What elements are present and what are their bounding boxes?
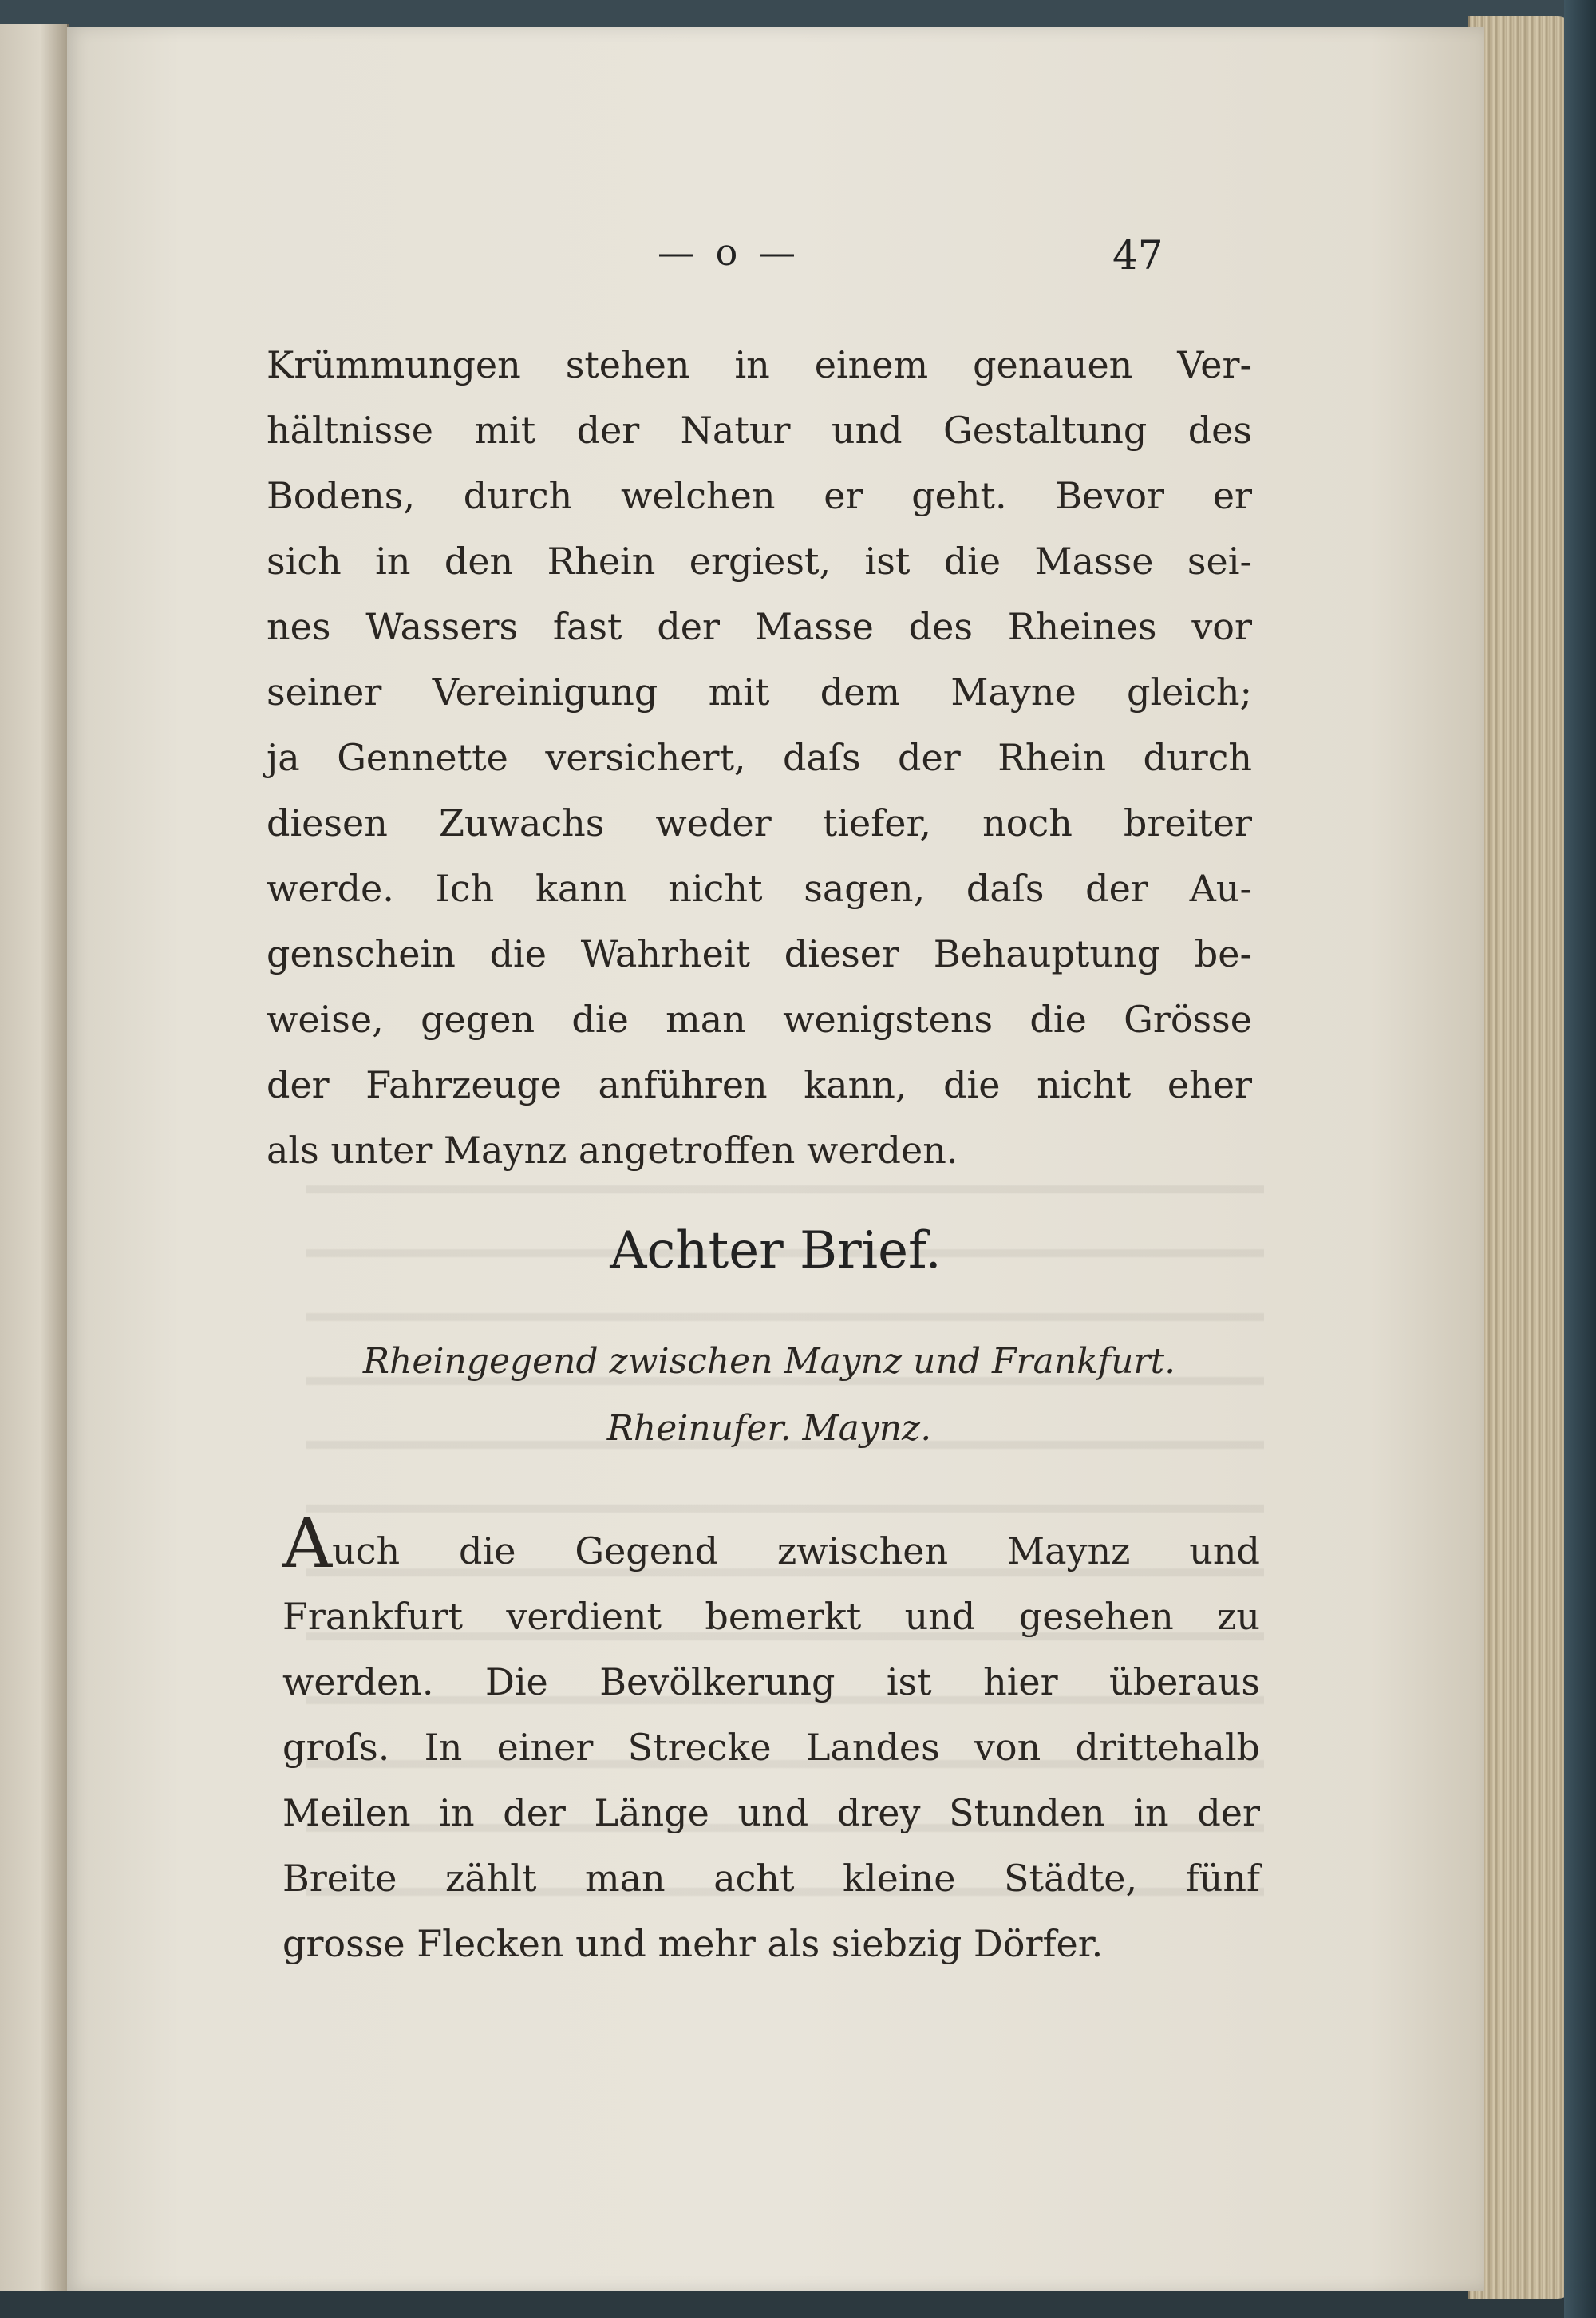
paragraph-1 bbox=[267, 332, 1252, 1183]
book-cover-edge bbox=[1564, 0, 1596, 2318]
running-header bbox=[594, 231, 1232, 295]
text-line: Breite zählt man acht kleine Städte, fünf bbox=[282, 1857, 1260, 1900]
book-page bbox=[67, 27, 1484, 2291]
text-line: seiner Vereinigung mit dem Mayne gleich; bbox=[267, 670, 1252, 714]
text-line: sich in den Rhein ergiest, ist die Masse sei- bbox=[267, 540, 1252, 583]
header-ornament: — o — bbox=[658, 231, 800, 274]
chapter-title: Achter Brief. bbox=[610, 1221, 942, 1280]
drop-cap: A bbox=[282, 1504, 333, 1584]
text-line: Bodens, durch welchen er geht. Bevor er bbox=[267, 474, 1252, 517]
text-line: der Fahrzeuge anführen kann, die nicht eher bbox=[267, 1063, 1252, 1106]
text-line: diesen Zuwachs weder tiefer, noch breiter bbox=[267, 801, 1252, 845]
text-line: Frankfurt verdient bemerkt und gesehen zu bbox=[282, 1595, 1260, 1638]
text-line-first bbox=[282, 1504, 1260, 1584]
text-line: groſs. In einer Strecke Landes von drittehalb bbox=[282, 1726, 1260, 1769]
text-line: genschein die Wahrheit dieser Behauptung be- bbox=[267, 932, 1252, 975]
first-line-text: uch die Gegend zwischen Maynz und bbox=[332, 1529, 1260, 1572]
text-line: werde. Ich kann nicht sagen, daſs der Au- bbox=[267, 867, 1252, 910]
text-line: nes Wassers fast der Masse des Rheines vor bbox=[267, 605, 1252, 648]
chapter-subtitle bbox=[282, 1328, 1256, 1462]
subtitle-line: Rheingegend zwischen Maynz und Frankfurt. bbox=[362, 1341, 1176, 1382]
text-line: werden. Die Bevölkerung ist hier überaus bbox=[282, 1660, 1260, 1703]
left-facing-page-edge bbox=[0, 24, 69, 2291]
page-number: 47 bbox=[1112, 232, 1163, 279]
text-line: ja Gennette versichert, daſs der Rhein durch bbox=[267, 736, 1252, 779]
subtitle-line: Rheinufer. Maynz. bbox=[606, 1408, 932, 1449]
text-line: als unter Maynz angetroffen werden. bbox=[267, 1129, 958, 1172]
text-line: Meilen in der Länge und drey Stunden in der bbox=[282, 1791, 1260, 1834]
text-line: weise, gegen die man wenigstens die Grösse bbox=[267, 998, 1252, 1041]
text-line: hältnisse mit der Natur und Gestaltung des bbox=[267, 409, 1252, 452]
text-line: Krümmungen stehen in einem genauen Ver- bbox=[267, 343, 1252, 386]
text-line: grosse Flecken und mehr als siebzig Dörfer. bbox=[282, 1922, 1104, 1965]
paragraph-2 bbox=[282, 1504, 1260, 1976]
